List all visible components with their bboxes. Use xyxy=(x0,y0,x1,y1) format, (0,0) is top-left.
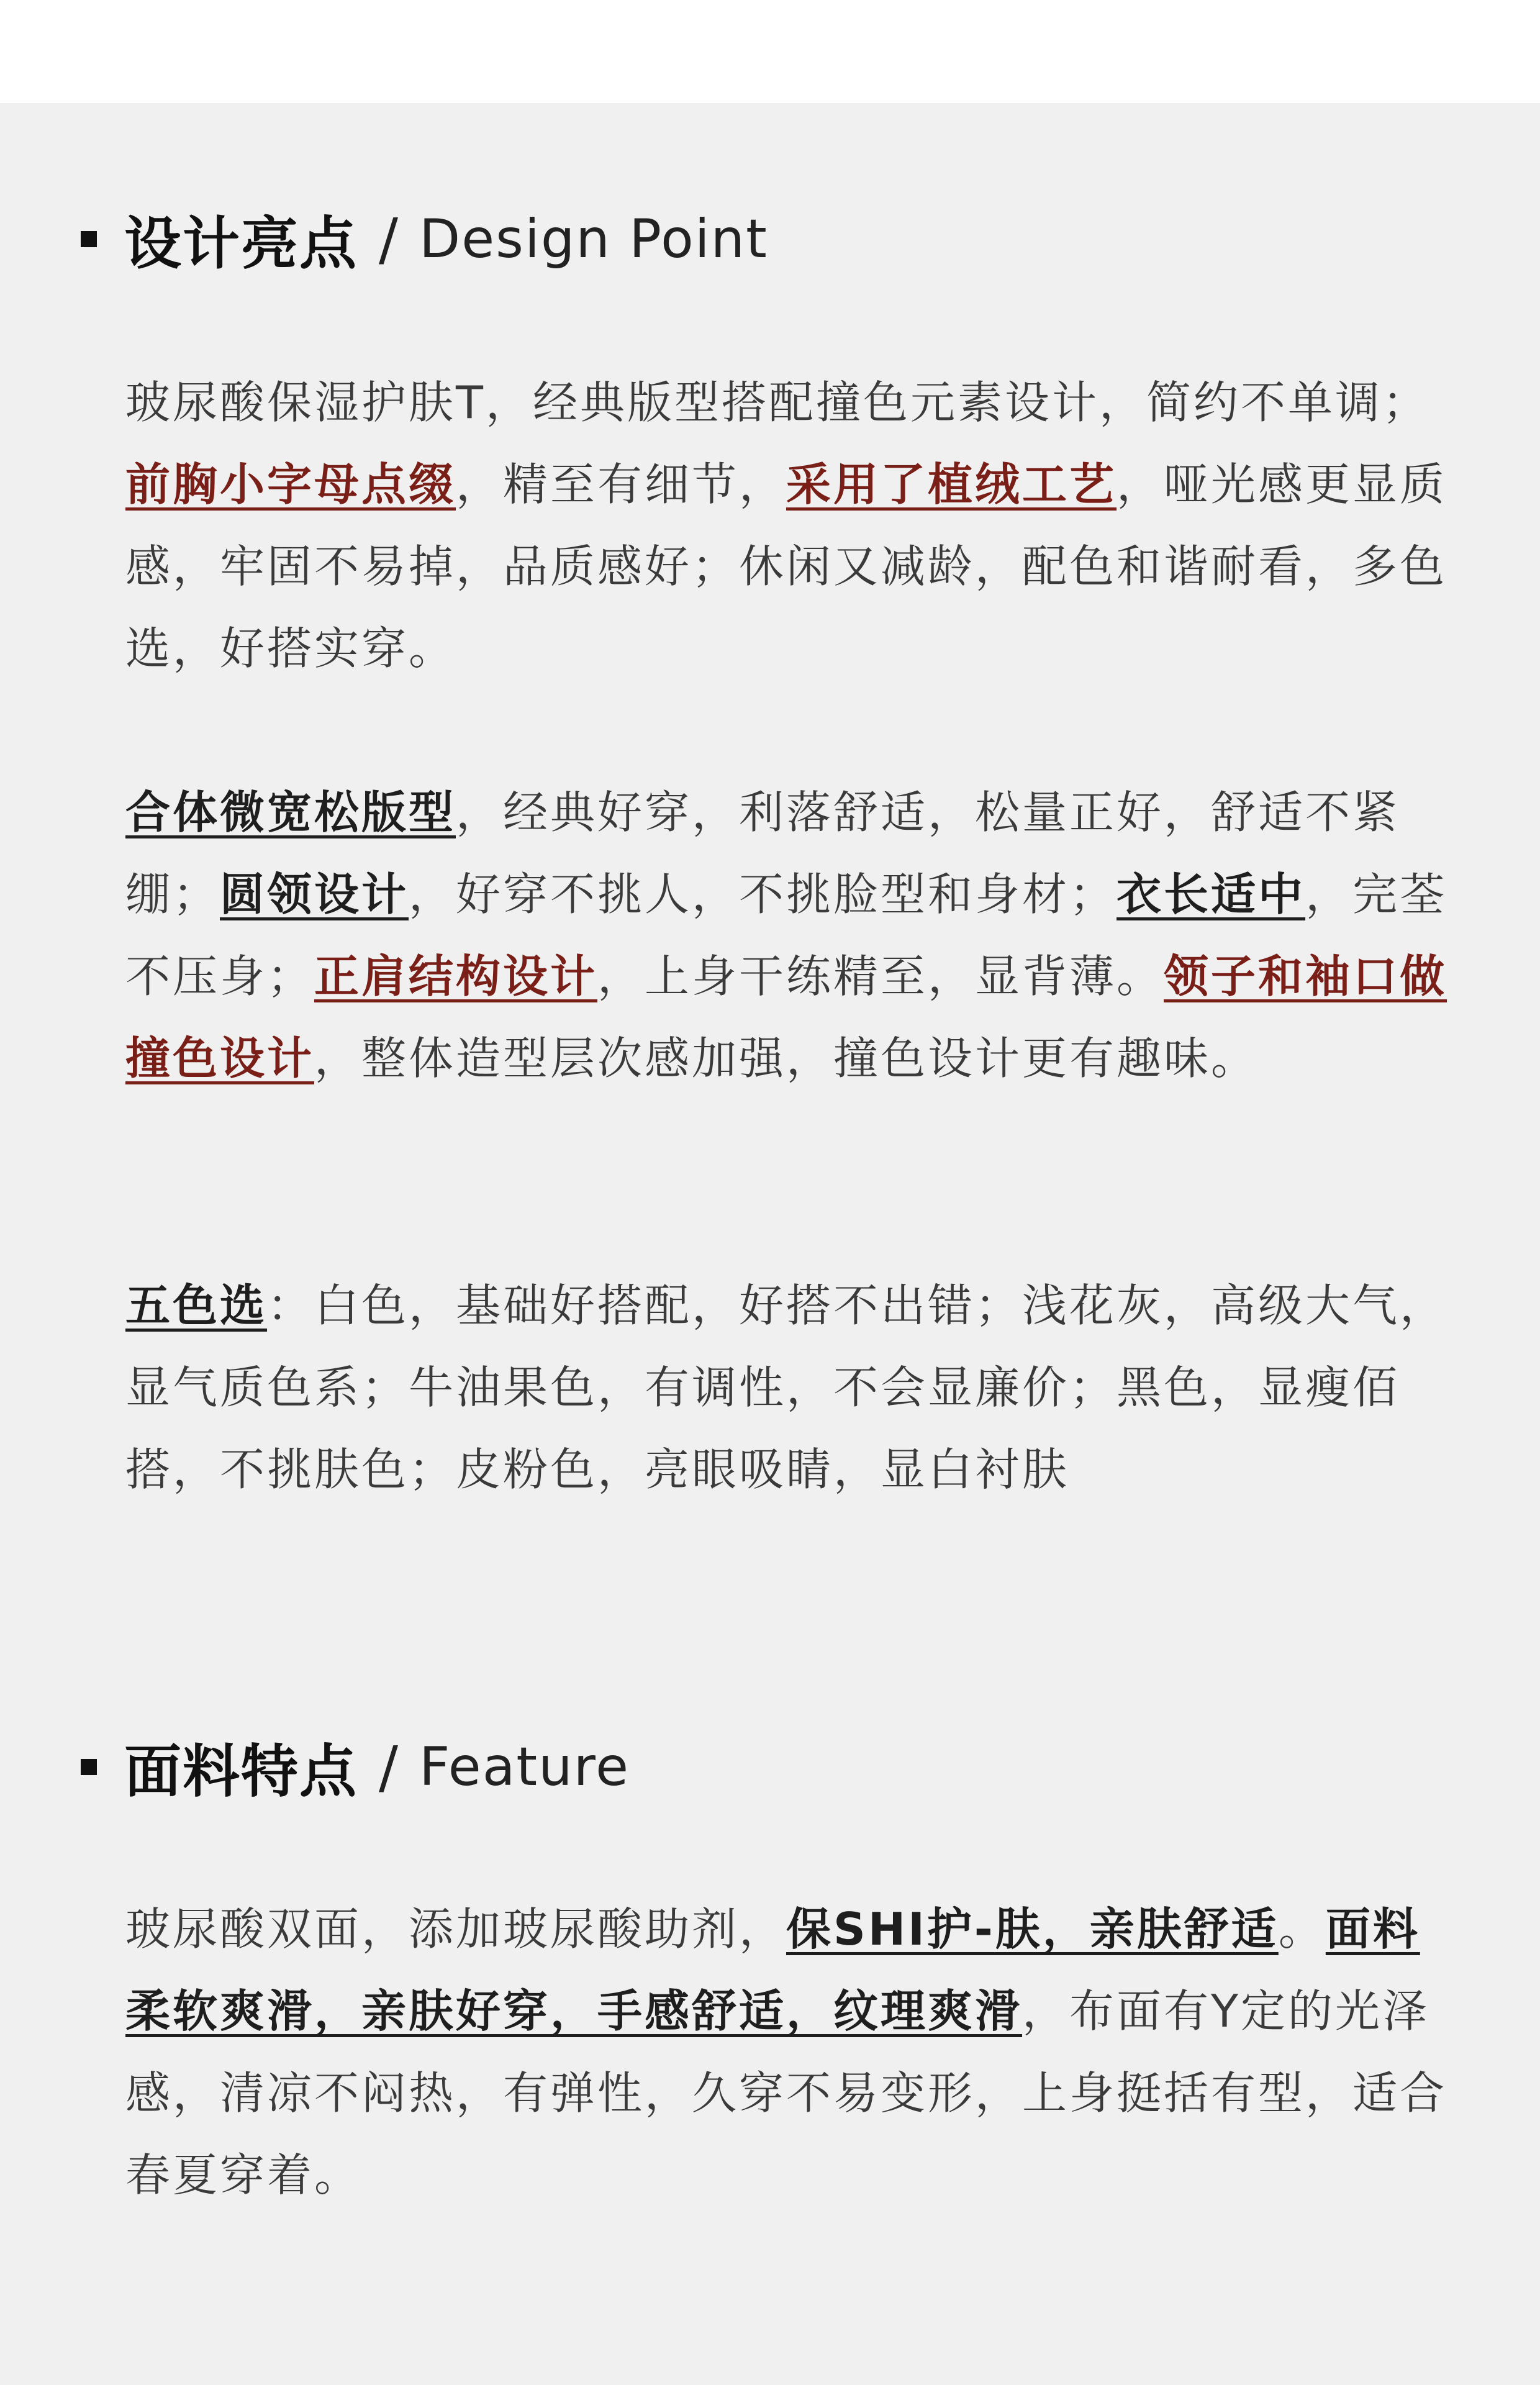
design-paragraph-1 xyxy=(125,361,1454,689)
paragraph-text: 玻尿酸双面，添加玻尿酸助剂， xyxy=(125,1903,787,1955)
design-point-title-cn: 设计亮点 xyxy=(124,211,358,277)
product-detail-page xyxy=(0,103,1540,2385)
feature-title-cn: 面料特点 xyxy=(124,1738,358,1805)
paragraph-text: 。 xyxy=(1278,1903,1326,1955)
highlight-text: 前胸小字母点缀 xyxy=(125,458,456,511)
square-bullet-icon xyxy=(81,1759,97,1775)
paragraph-text: ，整体造型层次感加强，撞色设计更有趣味。 xyxy=(314,1032,1259,1084)
paragraph-text: ，布面有Y定的光泽感，清凉不闷热，有弹性，久穿不易变形，上身挺括有型，适合春夏穿着。 xyxy=(125,1985,1447,2201)
highlight-text: 衣长适中 xyxy=(1116,868,1306,920)
design-paragraph-3 xyxy=(125,1265,1454,1510)
highlight-text: 正肩结构设计 xyxy=(314,950,598,1002)
design-point-title-en: Design Point xyxy=(419,208,768,270)
highlight-text: 圆领设计 xyxy=(220,868,409,920)
design-point-header xyxy=(81,202,768,276)
paragraph-text: ，经典好穿，利落舒适，松量正好，舒适不紧绷； xyxy=(125,786,1400,920)
square-bullet-icon xyxy=(81,231,97,247)
paragraph-text: ，完荃不压身； xyxy=(125,868,1447,1002)
paragraph-text: ，上身干练精至，显背薄。 xyxy=(597,950,1164,1002)
top-blank-strip xyxy=(0,0,1540,103)
highlight-text: 保SHI护-肤，亲肤舒适 xyxy=(786,1903,1279,1955)
feature-header xyxy=(81,1730,630,1804)
design-paragraph-2 xyxy=(125,771,1454,1099)
paragraph-text: ，哑光感更显质感，牢固不易掉，品质感好；休闲又减龄，配色和谐耐看，多色选，好搭实穿。 xyxy=(125,458,1447,675)
feature-title-en: Feature xyxy=(419,1736,630,1798)
title-separator: / xyxy=(379,206,399,273)
paragraph-text: 玻尿酸保湿护肤T，经典版型搭配撞色元素设计，简约不单调； xyxy=(125,376,1429,429)
highlight-text: 采用了植绒工艺 xyxy=(786,458,1117,511)
paragraph-text: ，好穿不挑人，不挑脸型和身材； xyxy=(409,868,1117,920)
highlight-text: 合体微宽松版型 xyxy=(125,786,456,838)
paragraph-text: ，精至有细节， xyxy=(456,458,787,511)
highlight-text: 领子和袖口做撞色设计 xyxy=(125,950,1447,1084)
paragraph-text: ：白色，基础好搭配，好搭不出错；浅花灰，高级大气，显气质色系；牛油果色，有调性，不会显廉价；黑色，显瘦佰搭，不挑肤色；皮粉色，亮眼吸睛，显白衬肤 xyxy=(125,1279,1447,1496)
highlight-text: 五色选 xyxy=(125,1279,268,1332)
feature-paragraph-1 xyxy=(125,1888,1454,2216)
title-separator: / xyxy=(379,1733,399,1801)
highlight-text: 面料柔软爽滑，亲肤好穿，手感舒适，纹理爽滑 xyxy=(125,1903,1420,2037)
